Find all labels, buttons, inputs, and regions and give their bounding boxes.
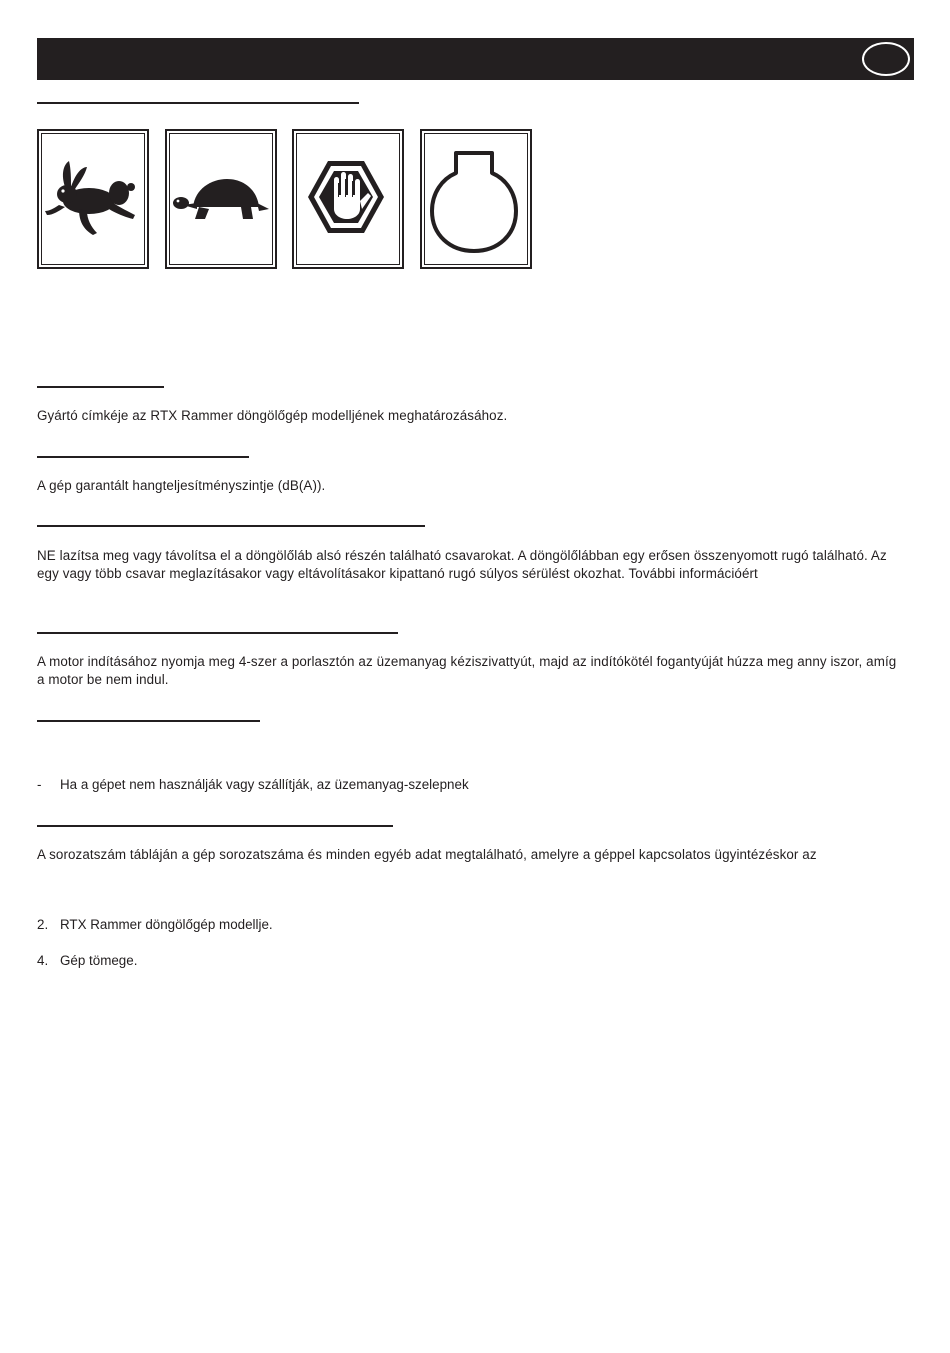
section-rule-warning (37, 525, 425, 527)
section-rule-sound (37, 456, 249, 458)
list-item-marker: 4. (37, 953, 49, 968)
list-item-model: RTX Rammer döngölőgép modellje. (60, 917, 273, 932)
spring-warning-text: NE lazítsa meg vagy távolítsa el a döngölőláb alsó részén található csavarokat. A döngölőlábban egy erősen összenyomott rugó található. Az egy vagy több csavar meglazításakor vagy eltávolításakor kipattanó rugó súlyos sérülést okozhat. További információért (37, 548, 887, 581)
sound-level-text: A gép garantált hangteljesítményszintje (dB(A)). (37, 478, 326, 493)
section-rule-label (37, 386, 164, 388)
list-item-weight: Gép tömege. (60, 953, 138, 968)
fuel-valve-icon (422, 131, 526, 263)
manufacturer-label-text: Gyártó címkéje az RTX Rammer döngölőgép modelljének meghatározásához. (37, 408, 508, 423)
section-rule-serial (37, 825, 393, 827)
stop-hand-icon (294, 131, 398, 263)
serial-plate-text: A sorozatszám tábláján a gép sorozatszáma és minden egyéb adat megtalálható, amelyre a géppel kapcsolatos ügyintézéskor az (37, 847, 817, 862)
engine-start-text: A motor indításához nyomja meg 4-szer a porlasztón az üzemanyag kéziszivattyút, majd az indítókötél fogantyúját húzza meg anny iszor, amíg a motor be nem indul. (37, 654, 897, 687)
language-badge (862, 42, 910, 76)
icon-box-stop (292, 129, 404, 269)
section-rule-symbols (37, 102, 359, 104)
header-bar (37, 38, 914, 80)
fuel-valve-text: Ha a gépet nem használják vagy szállítják, az üzemanyag-szelepnek (60, 777, 469, 792)
section-rule-fuel (37, 720, 260, 722)
icon-box-fuel (420, 129, 532, 269)
turtle-slow-icon (167, 131, 271, 263)
icon-box-turtle (165, 129, 277, 269)
icon-box-rabbit (37, 129, 149, 269)
rabbit-fast-icon (39, 131, 143, 263)
fuel-list-marker: - (37, 777, 42, 792)
list-item-marker: 2. (37, 917, 49, 932)
section-rule-start (37, 632, 398, 634)
